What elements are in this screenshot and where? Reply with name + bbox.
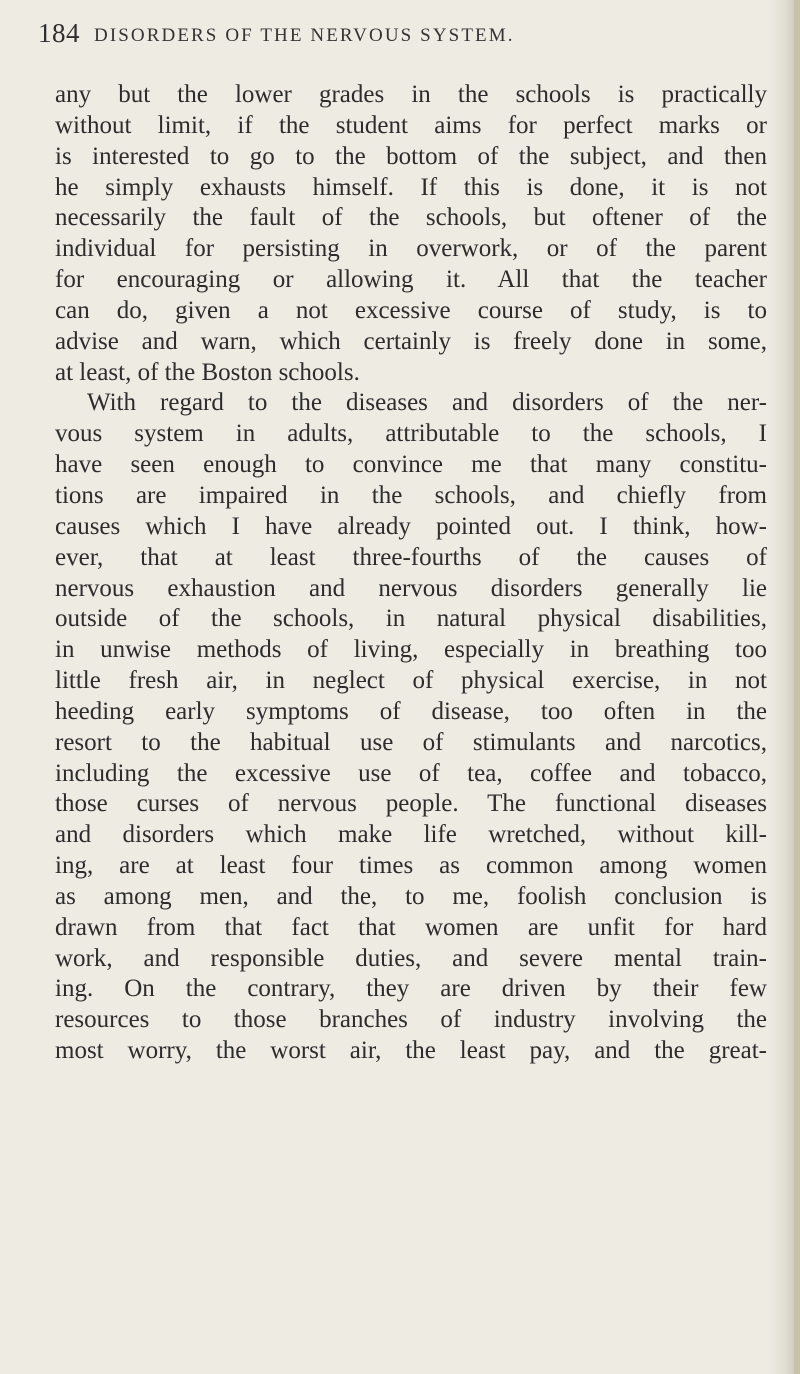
text-line: work, and responsible duties, and severe mental train- bbox=[55, 944, 767, 972]
paragraph-end-line: at least, of the Boston schools. bbox=[55, 358, 360, 386]
text-line: for encouraging or allowing it. All that the teacher bbox=[55, 266, 767, 294]
text-line: including the excessive use of tea, coffee and tobacco, bbox=[55, 759, 767, 787]
paragraph-start-line: With regard to the diseases and disorders of the ner- bbox=[87, 389, 767, 417]
text-line: ing, are at least four times as common among women bbox=[55, 852, 767, 880]
text-line: in unwise methods of living, especially in breathing too bbox=[55, 636, 767, 664]
text-line: any but the lower grades in the schools is practically bbox=[55, 81, 767, 108]
text-line: resources to those branches of industry involving the bbox=[55, 1006, 767, 1034]
text-line: outside of the schools, in natural physical disabilities, bbox=[55, 605, 767, 633]
text-line: without limit, if the student aims for perfect marks or bbox=[55, 111, 767, 139]
text-line: those curses of nervous people. The functional diseases bbox=[55, 790, 767, 818]
text-line: necessarily the fault of the schools, but oftener of the bbox=[55, 204, 767, 232]
page-edge bbox=[794, 0, 800, 1374]
text-line: individual for persisting in overwork, or of the parent bbox=[55, 235, 767, 263]
running-head bbox=[38, 18, 758, 58]
text-line: can do, given a not excessive course of study, is to bbox=[55, 296, 767, 324]
text-line: ever, that at least three-fourths of the causes of bbox=[55, 543, 767, 571]
text-line: and disorders which make life wretched, without kill- bbox=[55, 821, 767, 849]
text-line: vous system in adults, attributable to the schools, I bbox=[55, 420, 767, 448]
text-line: nervous exhaustion and nervous disorders generally lie bbox=[55, 574, 767, 602]
text-line: advise and warn, which certainly is freely done in some, bbox=[55, 327, 767, 355]
text-line: causes which I have already pointed out. I think, how- bbox=[55, 512, 767, 540]
text-line: drawn from that fact that women are unfit for hard bbox=[55, 913, 767, 941]
text-line: resort to the habitual use of stimulants and narcotics, bbox=[55, 728, 767, 756]
body-text bbox=[55, 80, 767, 1067]
text-line: heeding early symptoms of disease, too often in the bbox=[55, 697, 767, 725]
text-line: most worry, the worst air, the least pay, and the great- bbox=[55, 1037, 767, 1065]
text-line: he simply exhausts himself. If this is done, it is not bbox=[55, 173, 767, 201]
page-number: 184 bbox=[38, 18, 80, 48]
text-line: is interested to go to the bottom of the subject, and then bbox=[55, 142, 767, 170]
running-title: DISORDERS OF THE NERVOUS SYSTEM. bbox=[94, 25, 515, 46]
text-line: have seen enough to convince me that many constitu- bbox=[55, 451, 767, 479]
text-line: tions are impaired in the schools, and chiefly from bbox=[55, 481, 767, 509]
text-line: as among men, and the, to me, foolish conclusion is bbox=[55, 882, 767, 910]
text-line: little fresh air, in neglect of physical exercise, in not bbox=[55, 667, 767, 695]
text-line: ing. On the contrary, they are driven by their few bbox=[55, 975, 767, 1003]
